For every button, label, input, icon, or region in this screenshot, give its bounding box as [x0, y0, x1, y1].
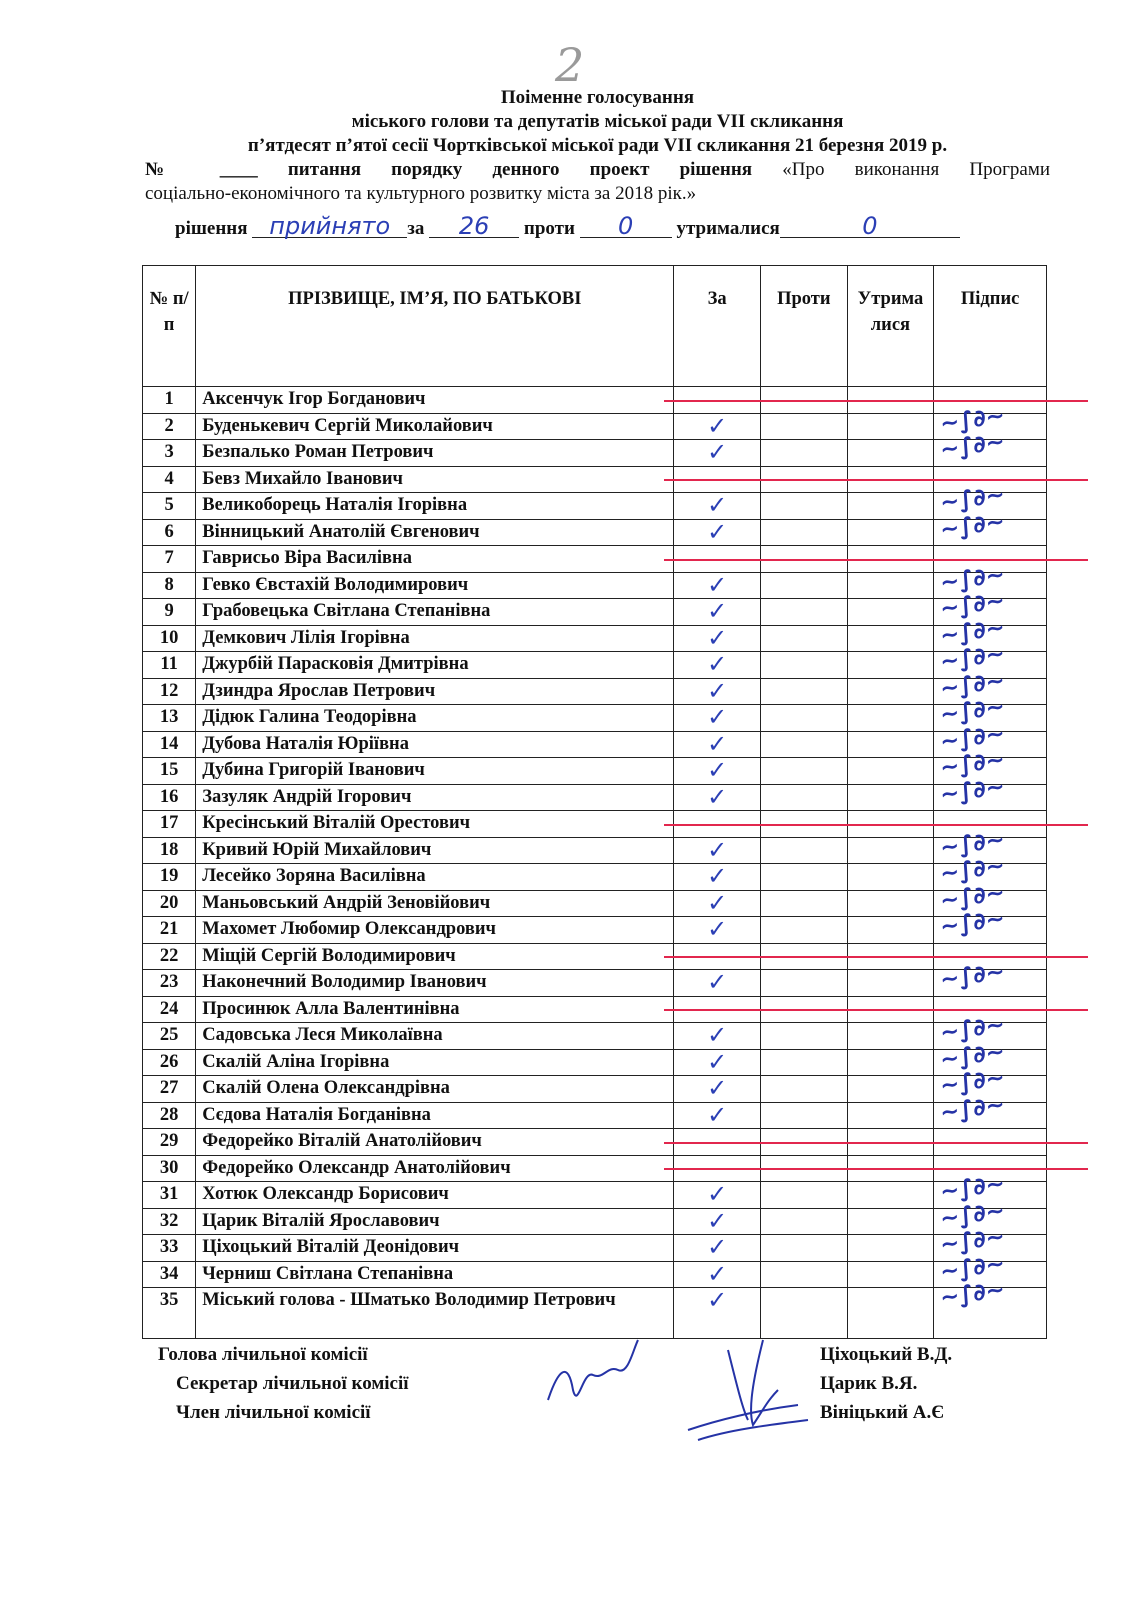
table-row [143, 1049, 1047, 1076]
header-line-council: міського голови та депутатів міської ради VII скликання [351, 111, 844, 132]
header-line-session: п’ятдесят п’ятої сесії Чортківської міської ради VII скликання 21 березня 2019 р. [247, 135, 948, 156]
handwritten-signature: ~∫∂~ [938, 402, 1007, 437]
row-for-mark: ✓ [674, 599, 761, 626]
table-row [143, 678, 1047, 705]
signature-secretary [548, 1340, 638, 1400]
row-name: Черниш Світлана Степанівна [196, 1261, 674, 1288]
row-name: Маньовський Андрій Зеновійович [196, 890, 674, 917]
row-number: 3 [143, 440, 196, 467]
handwritten-signature: ~∫∂~ [938, 561, 1007, 596]
row-for-mark: ✓ [674, 731, 761, 758]
row-abstain [847, 864, 934, 891]
commission-footer [158, 1340, 1038, 1427]
row-for-mark: ✓ [674, 519, 761, 546]
absent-strike [664, 956, 1088, 958]
row-name: Махомет Любомир Олександрович [196, 917, 674, 944]
member-label: Член лічильної комісії [176, 1402, 371, 1423]
row-number: 9 [143, 599, 196, 626]
row-abstain [847, 970, 934, 997]
row-against [760, 1235, 847, 1262]
row-number: 1 [143, 387, 196, 414]
row-name: Хотюк Олександр Борисович [196, 1182, 674, 1209]
row-for-mark: ✓ [674, 440, 761, 467]
handwritten-signature: ~∫∂~ [938, 746, 1007, 782]
row-number: 19 [143, 864, 196, 891]
handwritten-signature: ~∫∂~ [938, 1276, 1007, 1312]
row-signature [934, 428, 1047, 467]
row-against [760, 413, 847, 440]
row-abstain [847, 493, 934, 520]
row-name: Міський голова - Шматько Володимир Петрович [196, 1288, 674, 1339]
decision-line [175, 212, 960, 240]
chair-label: Голова лічильної комісії [158, 1344, 368, 1365]
issue-number-blank: ____ [219, 159, 258, 180]
secretary-label: Секретар лічильної комісії [176, 1373, 409, 1394]
table-row [143, 890, 1047, 917]
row-number: 8 [143, 572, 196, 599]
row-name: Міщій Сергій Володимирович [196, 943, 674, 970]
table-row [143, 1261, 1047, 1288]
abstain-count: 0 [780, 215, 960, 238]
row-against [760, 1261, 847, 1288]
for-label: за [407, 218, 425, 239]
row-for-mark: ✓ [674, 413, 761, 440]
row-name: Федорейко Віталій Анатолійович [196, 1129, 674, 1156]
absent-strike [664, 479, 1088, 481]
absent-strike [664, 1168, 1088, 1170]
table-row [143, 413, 1047, 440]
row-number: 27 [143, 1076, 196, 1103]
commission-signatures [528, 1330, 868, 1450]
handwritten-signature: ~∫∂~ [938, 1091, 1007, 1126]
row-number: 30 [143, 1155, 196, 1182]
member-name: Вініцький А.Є [820, 1402, 945, 1423]
row-number: 11 [143, 652, 196, 679]
row-for-mark: ✓ [674, 493, 761, 520]
for-count: 26 [429, 215, 519, 238]
handwritten-signature: ~∫∂~ [938, 1250, 1007, 1285]
table-row [143, 758, 1047, 785]
row-abstain [847, 784, 934, 811]
issue-number-sign: № [145, 159, 190, 180]
row-abstain [847, 758, 934, 785]
row-for-mark: ✓ [674, 1288, 761, 1339]
row-signature [934, 1276, 1047, 1339]
row-for-mark: ✓ [674, 678, 761, 705]
row-for-mark: ✓ [674, 625, 761, 652]
row-number: 28 [143, 1102, 196, 1129]
row-name: Федорейко Олександр Анатолійович [196, 1155, 674, 1182]
row-against [760, 837, 847, 864]
row-for-mark: ✓ [674, 705, 761, 732]
row-number: 2 [143, 413, 196, 440]
row-against [760, 970, 847, 997]
against-label: проти [523, 218, 575, 239]
handwritten-signature: ~∫∂~ [938, 720, 1007, 755]
row-number: 16 [143, 784, 196, 811]
row-against [760, 758, 847, 785]
row-against [760, 917, 847, 944]
row-abstain [847, 890, 934, 917]
row-abstain [847, 731, 934, 758]
issue-program-title: «Про виконання Програми [782, 159, 1051, 180]
row-abstain [847, 1235, 934, 1262]
row-signature [934, 773, 1047, 811]
handwritten-signature: ~∫∂~ [938, 667, 1007, 702]
row-name: Садовська Леся Миколаївна [196, 1023, 674, 1050]
document-header [145, 86, 1050, 206]
secretary-name: Царик В.Я. [820, 1373, 918, 1394]
row-name: Царик Віталій Ярославович [196, 1208, 674, 1235]
table-row [143, 572, 1047, 599]
table-row [143, 1023, 1047, 1050]
row-name: Просинюк Алла Валентинівна [196, 996, 674, 1023]
table-row [143, 1076, 1047, 1103]
row-signature [934, 1091, 1047, 1129]
row-for-mark: ✓ [674, 652, 761, 679]
row-number: 5 [143, 493, 196, 520]
row-number: 15 [143, 758, 196, 785]
row-number: 7 [143, 546, 196, 573]
table-row [143, 625, 1047, 652]
row-for-mark: ✓ [674, 864, 761, 891]
table-row [143, 864, 1047, 891]
row-abstain [847, 1182, 934, 1209]
row-against [760, 493, 847, 520]
issue-agenda-text: питання порядку денного проект рішення [287, 159, 753, 180]
header-line-program: соціально-економічного та культурного розвитку міста за 2018 рік.» [145, 183, 697, 204]
row-against [760, 890, 847, 917]
row-name: Дідюк Галина Теодорівна [196, 705, 674, 732]
row-abstain [847, 652, 934, 679]
table-row [143, 731, 1047, 758]
row-name: Бевз Михайло Іванович [196, 466, 674, 493]
header-line-issue [145, 158, 1050, 182]
row-number: 4 [143, 466, 196, 493]
row-name: Дзиндра Ярослав Петрович [196, 678, 674, 705]
row-for-mark: ✓ [674, 1261, 761, 1288]
row-against [760, 1102, 847, 1129]
row-abstain [847, 572, 934, 599]
row-for-mark: ✓ [674, 1182, 761, 1209]
row-for-mark: ✓ [674, 1023, 761, 1050]
row-against [760, 678, 847, 705]
row-name: Джурбій Парасковія Дмитрівна [196, 652, 674, 679]
row-name: Гаврисьо Віра Василівна [196, 546, 674, 573]
row-against [760, 625, 847, 652]
row-abstain [847, 519, 934, 546]
row-name: Скалій Аліна Ігорівна [196, 1049, 674, 1076]
handwritten-signature: ~∫∂~ [938, 1223, 1007, 1259]
absent-strike [664, 1009, 1088, 1011]
handwritten-signature: ~∫∂~ [938, 640, 1007, 676]
handwritten-signature: ~∫∂~ [938, 852, 1007, 888]
row-against [760, 1023, 847, 1050]
row-abstain [847, 705, 934, 732]
row-name: Демкович Лілія Ігорівна [196, 625, 674, 652]
row-name: Безпалько Роман Петрович [196, 440, 674, 467]
row-for-mark: ✓ [674, 837, 761, 864]
table-row [143, 705, 1047, 732]
handwritten-signature: ~∫∂~ [938, 958, 1007, 994]
row-against [760, 784, 847, 811]
row-name: Гевко Євстахій Володимирович [196, 572, 674, 599]
row-number: 31 [143, 1182, 196, 1209]
row-against [760, 864, 847, 891]
handwritten-signature: ~∫∂~ [938, 428, 1007, 464]
row-number: 25 [143, 1023, 196, 1050]
row-name: Дубина Григорій Іванович [196, 758, 674, 785]
handwritten-signature: ~∫∂~ [938, 614, 1007, 649]
handwritten-signature: ~∫∂~ [938, 1064, 1007, 1100]
row-number: 13 [143, 705, 196, 732]
row-name: Сєдова Наталія Богданівна [196, 1102, 674, 1129]
header-abstain: Утрималися [847, 266, 934, 387]
header-name: ПРІЗВИЩЕ, ІМ’Я, ПО БАТЬКОВІ [196, 266, 674, 387]
row-abstain [847, 678, 934, 705]
row-number: 20 [143, 890, 196, 917]
row-abstain [847, 1102, 934, 1129]
row-name: Дубова Наталія Юріївна [196, 731, 674, 758]
absent-strike [664, 1142, 1088, 1144]
handwritten-signature: ~∫∂~ [938, 773, 1007, 808]
header-against: Проти [760, 266, 847, 387]
row-against [760, 519, 847, 546]
row-number: 35 [143, 1288, 196, 1339]
row-number: 24 [143, 996, 196, 1023]
row-for-mark: ✓ [674, 784, 761, 811]
row-against [760, 1208, 847, 1235]
row-name: Скалій Олена Олександрівна [196, 1076, 674, 1103]
row-number: 18 [143, 837, 196, 864]
row-name: Кресінський Віталій Орестович [196, 811, 674, 838]
document-title: Поіменне голосування [500, 87, 695, 108]
decision-label: рішення [175, 218, 248, 239]
handwritten-signature: ~∫∂~ [938, 693, 1007, 729]
signature-member [688, 1405, 808, 1440]
row-number: 29 [143, 1129, 196, 1156]
table-row [143, 1102, 1047, 1129]
row-against [760, 1182, 847, 1209]
row-abstain [847, 1049, 934, 1076]
row-for-mark: ✓ [674, 1049, 761, 1076]
handwritten-signature: ~∫∂~ [938, 1038, 1007, 1073]
row-for-mark: ✓ [674, 1235, 761, 1262]
absent-strike [664, 559, 1088, 561]
row-number: 21 [143, 917, 196, 944]
table-row [143, 652, 1047, 679]
row-abstain [847, 599, 934, 626]
table-row [143, 970, 1047, 997]
row-against [760, 599, 847, 626]
row-signature [934, 905, 1047, 944]
row-name: Великоборець Наталія Ігорівна [196, 493, 674, 520]
row-abstain [847, 1208, 934, 1235]
row-number: 22 [143, 943, 196, 970]
header-for: За [674, 266, 761, 387]
row-against [760, 652, 847, 679]
row-for-mark: ✓ [674, 758, 761, 785]
row-number: 12 [143, 678, 196, 705]
voting-table [142, 265, 1047, 1339]
row-abstain [847, 625, 934, 652]
handwritten-signature: ~∫∂~ [938, 1011, 1007, 1047]
row-number: 17 [143, 811, 196, 838]
handwritten-signature: ~∫∂~ [938, 508, 1007, 543]
handwritten-signature: ~∫∂~ [938, 1170, 1007, 1206]
row-abstain [847, 1023, 934, 1050]
table-row [143, 1208, 1047, 1235]
row-number: 34 [143, 1261, 196, 1288]
row-name: Наконечний Володимир Іванович [196, 970, 674, 997]
handwritten-signature: ~∫∂~ [938, 587, 1007, 623]
row-for-mark: ✓ [674, 890, 761, 917]
abstain-label: утрималися [676, 218, 780, 239]
table-row [143, 1235, 1047, 1262]
handwritten-signature: ~∫∂~ [938, 481, 1007, 517]
table-row [143, 784, 1047, 811]
handwritten-signature: ~∫∂~ [938, 1197, 1007, 1232]
row-number: 32 [143, 1208, 196, 1235]
table-header-row [143, 266, 1047, 387]
header-num: № п/п [143, 266, 196, 387]
page-number: 2 [555, 38, 585, 92]
row-against [760, 440, 847, 467]
row-against [760, 1049, 847, 1076]
row-number: 10 [143, 625, 196, 652]
chair-name: Ціхоцький В.Д. [820, 1344, 953, 1365]
row-signature [934, 958, 1047, 997]
row-name: Вінницький Анатолій Євгенович [196, 519, 674, 546]
table-row [143, 519, 1047, 546]
row-abstain [847, 837, 934, 864]
table-body [143, 387, 1047, 1339]
row-number: 33 [143, 1235, 196, 1262]
row-abstain [847, 1076, 934, 1103]
handwritten-signature: ~∫∂~ [938, 905, 1007, 941]
row-abstain [847, 1261, 934, 1288]
handwritten-signature: ~∫∂~ [938, 826, 1007, 861]
table-row [143, 599, 1047, 626]
row-against [760, 705, 847, 732]
against-count: 0 [580, 215, 672, 238]
row-number: 6 [143, 519, 196, 546]
row-against [760, 731, 847, 758]
header-signature: Підпис [934, 266, 1047, 387]
table-row [143, 837, 1047, 864]
row-for-mark: ✓ [674, 917, 761, 944]
handwritten-signature: ~∫∂~ [938, 879, 1007, 914]
row-name: Лесейко Зоряна Василівна [196, 864, 674, 891]
table-row [143, 440, 1047, 467]
decision-value: прийнято [252, 215, 407, 238]
absent-strike [664, 824, 1088, 826]
row-number: 26 [143, 1049, 196, 1076]
row-against [760, 1076, 847, 1103]
table-row [143, 917, 1047, 944]
row-abstain [847, 413, 934, 440]
row-for-mark: ✓ [674, 970, 761, 997]
row-name: Грабовецька Світлана Степанівна [196, 599, 674, 626]
row-name: Аксенчук Ігор Богданович [196, 387, 674, 414]
row-abstain [847, 440, 934, 467]
row-number: 14 [143, 731, 196, 758]
row-for-mark: ✓ [674, 1208, 761, 1235]
row-against [760, 572, 847, 599]
row-abstain [847, 917, 934, 944]
row-number: 23 [143, 970, 196, 997]
absent-strike [664, 400, 1088, 402]
row-signature [934, 508, 1047, 546]
row-name: Зазуляк Андрій Ігорович [196, 784, 674, 811]
table-row [143, 1182, 1047, 1209]
row-name: Ціхоцький Віталій Деонідович [196, 1235, 674, 1262]
row-for-mark: ✓ [674, 1076, 761, 1103]
row-name: Буденькевич Сергій Миколайович [196, 413, 674, 440]
row-for-mark: ✓ [674, 572, 761, 599]
row-name: Кривий Юрій Михайлович [196, 837, 674, 864]
row-for-mark: ✓ [674, 1102, 761, 1129]
table-row [143, 493, 1047, 520]
